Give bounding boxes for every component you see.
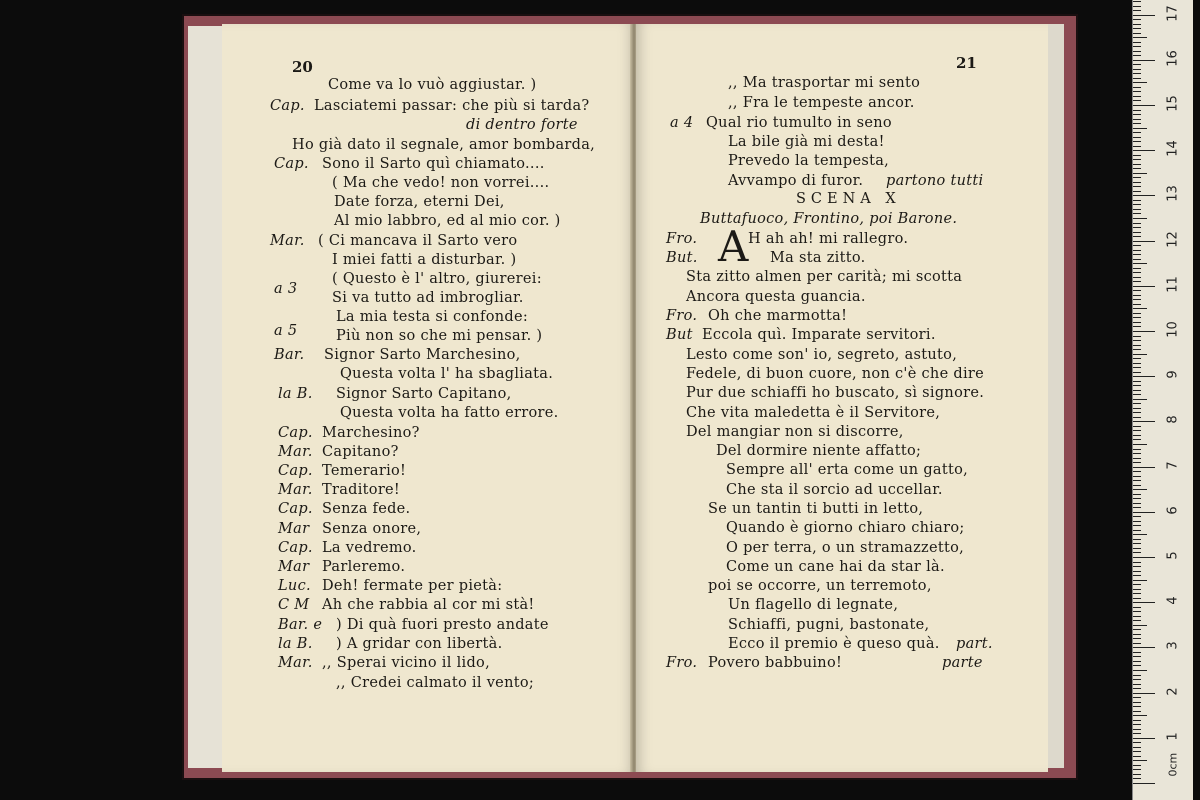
ruler-tick (1133, 55, 1141, 56)
ruler-tick (1133, 186, 1141, 187)
line-text: Che vita maledetta è il Servitore, (686, 405, 941, 421)
scene-characters: Buttafuoco, Frontino, poi Barone. (700, 211, 958, 227)
ruler-tick (1133, 96, 1141, 97)
speaker: Mar. (270, 233, 305, 249)
ruler-tick (1133, 729, 1141, 730)
line-text: Pur due schiaffi ho buscato, sì signore. (686, 385, 985, 401)
ruler-tick (1133, 760, 1147, 761)
ruler-tick (1133, 480, 1141, 481)
ruler-tick (1133, 295, 1141, 296)
line-text: Deh! fermate per pietà: (322, 578, 503, 594)
ruler-tick (1133, 449, 1141, 450)
ruler-tick (1133, 539, 1141, 540)
ruler-tick (1133, 684, 1141, 685)
speaker: Mar (278, 559, 310, 575)
line-text: Oh che marmotta! (708, 308, 848, 324)
speaker: C M (278, 597, 310, 613)
ruler-tick (1133, 349, 1141, 350)
ruler-tick (1133, 711, 1141, 712)
ruler-tick (1133, 675, 1141, 676)
line-text: La mia testa si confonde: (336, 309, 529, 325)
line-text: Senza fede. (322, 501, 411, 517)
line-text: poi se occorre, un terremoto, (708, 578, 932, 594)
line-text: Senza onore, (322, 521, 422, 537)
speaker: Cap. (278, 501, 313, 517)
ruler-tick (1133, 91, 1141, 92)
ruler-tick (1133, 182, 1141, 183)
ruler-tick (1133, 720, 1141, 721)
ruler-tick (1133, 223, 1141, 224)
speaker: Luc. (278, 578, 311, 594)
ruler-tick (1133, 286, 1155, 287)
ruler-tick (1133, 620, 1141, 621)
ruler-tick (1133, 647, 1155, 648)
line-text: Prevedo la tempesta, (728, 153, 890, 169)
ruler-tick (1133, 783, 1155, 784)
ruler-tick (1133, 227, 1141, 228)
ruler-number: 6 (1165, 506, 1181, 515)
right-page-number: 21 (956, 54, 977, 72)
ruler-tick (1133, 263, 1147, 264)
ruler-tick (1133, 123, 1141, 124)
ruler-tick (1133, 548, 1141, 549)
speaker: Bar. (274, 347, 305, 363)
ruler-tick (1133, 290, 1141, 291)
line-text: Date forza, eterni Dei, (334, 194, 505, 210)
ruler-tick (1133, 571, 1141, 572)
ruler-tick (1133, 412, 1141, 413)
ruler-tick (1133, 336, 1141, 337)
book-right-edge (1046, 24, 1064, 768)
line-text: ( Ma che vedo! non vorrei.... (332, 175, 550, 191)
ruler-tick (1133, 417, 1141, 418)
ruler-tick (1133, 557, 1155, 558)
ruler-tick (1133, 299, 1141, 300)
line-text: La vedremo. (322, 540, 417, 556)
ruler-tick (1133, 340, 1141, 341)
ruler-tick (1133, 132, 1141, 133)
ruler-tick (1133, 738, 1155, 739)
ruler-tick (1133, 507, 1141, 508)
left-page (222, 24, 634, 772)
ruler-tick (1133, 155, 1141, 156)
ruler-tick (1133, 87, 1141, 88)
ruler-number: 9 (1165, 370, 1181, 379)
line-text: Al mio labbro, ed al mio cor. ) (334, 213, 561, 229)
line-text: Ho già dato il segnale, amor bombarda, (292, 137, 596, 153)
line-text: Sta zitto almen per carità; mi scotta (686, 269, 963, 285)
ruler-tick (1133, 503, 1141, 504)
speaker: Bar. e (278, 617, 323, 633)
ruler-tick (1133, 245, 1141, 246)
ruler-tick (1133, 552, 1141, 553)
ruler-tick (1133, 399, 1147, 400)
ruler-tick (1133, 33, 1141, 34)
line-text: Avvampo di furor. (728, 173, 864, 189)
book-left-edge (188, 26, 222, 768)
ruler-tick (1133, 1, 1141, 2)
speaker: a 5 (274, 323, 298, 339)
ruler-tick (1133, 467, 1155, 468)
ruler-tick (1133, 476, 1141, 477)
ruler-number: 16 (1165, 50, 1181, 67)
ruler-tick (1133, 213, 1141, 214)
stage-direction: parte (942, 655, 983, 671)
ruler-tick (1133, 250, 1141, 251)
ruler-tick (1133, 756, 1141, 757)
ruler-tick (1133, 313, 1141, 314)
ruler-tick (1133, 42, 1141, 43)
ruler-tick (1133, 254, 1141, 255)
ruler-tick (1133, 277, 1141, 278)
ruler-tick (1133, 444, 1147, 445)
line-text: Signor Sarto Capitano, (336, 386, 512, 402)
ruler-tick (1133, 363, 1141, 364)
ruler-tick (1133, 141, 1141, 142)
ruler-tick (1133, 670, 1147, 671)
line-text: Ah che rabbia al cor mi stà! (322, 597, 535, 613)
ruler-tick (1133, 191, 1141, 192)
line-text: Schiaffi, pugni, bastonate, (728, 617, 930, 633)
ruler-number: 10 (1165, 321, 1181, 338)
ruler-tick (1133, 462, 1141, 463)
ruler-tick (1133, 778, 1141, 779)
ruler-number: 14 (1165, 140, 1181, 157)
ruler-tick (1133, 611, 1141, 612)
ruler-tick (1133, 543, 1141, 544)
measuring-ruler (1132, 0, 1193, 800)
line-text: ,, Credei calmato il vento; (336, 675, 535, 691)
ruler-tick (1133, 164, 1141, 165)
line-text: O per terra, o un stramazzetto, (726, 540, 965, 556)
left-page-number: 20 (292, 58, 313, 76)
ruler-tick (1133, 688, 1141, 689)
ruler-tick (1133, 317, 1141, 318)
ruler-tick (1133, 661, 1141, 662)
ruler-tick (1133, 724, 1141, 725)
stage-direction: di dentro forte (466, 117, 578, 133)
ruler-number: 3 (1165, 641, 1181, 651)
speaker: la B. (278, 636, 313, 652)
line-text: Sempre all' erta come un gatto, (726, 462, 969, 478)
ruler-tick (1133, 322, 1141, 323)
ruler-unit-label: 0cm (1166, 752, 1180, 777)
ruler-tick (1133, 119, 1141, 120)
speaker: a 3 (274, 281, 298, 297)
ruler-tick (1133, 60, 1155, 61)
speaker: Fro. (666, 308, 698, 324)
ruler-tick (1133, 308, 1147, 309)
dropcap: A (718, 222, 749, 271)
ruler-tick (1133, 652, 1141, 653)
ruler-tick (1133, 575, 1141, 576)
ruler-tick (1133, 218, 1147, 219)
ruler-number: 7 (1165, 460, 1181, 470)
line-text: Si va tutto ad imbrogliar. (332, 290, 524, 306)
ruler-tick (1133, 385, 1141, 386)
ruler-tick (1133, 702, 1141, 703)
ruler-tick (1133, 765, 1141, 766)
ruler-tick (1133, 562, 1141, 563)
ruler-tick (1133, 241, 1155, 242)
speaker: la B. (278, 386, 313, 402)
ruler-tick (1133, 105, 1155, 106)
ruler-tick (1133, 100, 1141, 101)
speaker: Fro. (666, 231, 698, 247)
line-text: Ma sta zitto. (770, 250, 866, 266)
ruler-tick (1133, 665, 1141, 666)
ruler-tick (1133, 394, 1141, 395)
ruler-tick (1133, 435, 1141, 436)
line-text: Come un cane hai da star là. (726, 559, 945, 575)
ruler-number: 13 (1165, 185, 1181, 203)
ruler-tick (1133, 516, 1141, 517)
ruler-tick (1133, 6, 1141, 7)
ruler-tick (1133, 625, 1147, 626)
ruler-tick (1133, 426, 1141, 427)
ruler-tick (1133, 259, 1141, 260)
ruler-tick (1133, 512, 1155, 513)
ruler-tick (1133, 679, 1141, 680)
ruler-tick (1133, 195, 1155, 196)
speaker: a 4 (670, 115, 694, 131)
ruler-tick (1133, 268, 1141, 269)
ruler-tick (1133, 69, 1141, 70)
ruler-number: 5 (1165, 551, 1181, 560)
speaker: Mar. (278, 482, 313, 498)
ruler-number: 17 (1165, 4, 1181, 22)
ruler-tick (1133, 566, 1141, 567)
line-text: Ecco il premio è queso quà. (728, 636, 940, 652)
ruler-tick (1133, 638, 1141, 639)
ruler-number: 4 (1165, 596, 1181, 605)
ruler-tick (1133, 715, 1147, 716)
line-text: I miei fatti a disturbar. ) (332, 252, 517, 268)
line-text: ,, Sperai vicino il lido, (322, 655, 490, 671)
ruler-tick (1133, 376, 1155, 377)
ruler-tick (1133, 372, 1141, 373)
line-text: ) A gridar con libertà. (336, 636, 503, 652)
ruler-tick (1133, 629, 1141, 630)
speaker: Mar. (278, 655, 313, 671)
ruler-tick (1133, 580, 1147, 581)
ruler-tick (1133, 769, 1141, 770)
ruler-tick (1133, 525, 1141, 526)
ruler-number: 12 (1165, 230, 1181, 248)
ruler-tick (1133, 471, 1141, 472)
ruler-tick (1133, 584, 1141, 585)
ruler-tick (1133, 209, 1141, 210)
line-text: Del mangiar non si discorre, (686, 424, 904, 440)
ruler-tick (1133, 485, 1141, 486)
line-text: Sono il Sarto quì chiamato.... (322, 156, 545, 172)
speaker: But (666, 327, 693, 343)
line-text: Qual rio tumulto in seno (706, 115, 892, 131)
scene-heading: SCENA X (796, 191, 901, 207)
ruler-tick (1133, 421, 1155, 422)
ruler-tick (1133, 24, 1141, 25)
ruler-tick (1133, 534, 1147, 535)
line-text: ,, Ma trasportar mi sento (728, 75, 921, 91)
ruler-tick (1133, 150, 1155, 151)
ruler-tick (1133, 598, 1141, 599)
ruler-tick (1133, 733, 1141, 734)
ruler-tick (1133, 453, 1141, 454)
ruler-tick (1133, 593, 1141, 594)
line-text: Traditore! (322, 482, 401, 498)
ruler-tick (1133, 589, 1141, 590)
line-text: ) Di quà fuori presto andate (336, 617, 549, 633)
ruler-tick (1133, 232, 1141, 233)
ruler-tick (1133, 114, 1141, 115)
speaker: Cap. (270, 98, 305, 114)
ruler-tick (1133, 634, 1141, 635)
line-text: Parleremo. (322, 559, 406, 575)
ruler-tick (1133, 521, 1141, 522)
ruler-tick (1133, 742, 1141, 743)
ruler-tick (1133, 78, 1141, 79)
ruler-tick (1133, 345, 1141, 346)
ruler-tick (1133, 494, 1141, 495)
ruler-tick (1133, 236, 1141, 237)
right-page (636, 24, 1048, 772)
line-text: Un flagello di legnate, (728, 597, 899, 613)
speaker: Cap. (274, 156, 309, 172)
stage-direction: part. (956, 636, 993, 652)
ruler-tick (1133, 354, 1147, 355)
ruler-number: 8 (1165, 415, 1181, 425)
ruler-tick (1133, 403, 1141, 404)
ruler-tick (1133, 304, 1141, 305)
line-text: Ancora questa guancia. (686, 289, 866, 305)
ruler-tick (1133, 602, 1155, 603)
speaker: Cap. (278, 425, 313, 441)
line-text: ,, Fra le tempeste ancor. (728, 95, 915, 111)
speaker: Fro. (666, 655, 698, 671)
ruler-tick (1133, 747, 1141, 748)
line-text: Fedele, di buon cuore, non c'è che dire (686, 366, 984, 382)
ruler-tick (1133, 200, 1141, 201)
ruler-tick (1133, 530, 1141, 531)
ruler-tick (1133, 73, 1141, 74)
ruler-tick (1133, 173, 1147, 174)
ruler-tick (1133, 616, 1141, 617)
speaker: Mar (278, 521, 310, 537)
line-text: Lasciatemi passar: che più si tarda? (314, 98, 590, 114)
ruler-number: 2 (1165, 686, 1181, 696)
line-text: Capitano? (322, 444, 399, 460)
line-text: Questa volta l' ha sbagliata. (340, 366, 554, 382)
line-text: H ah ah! mi rallegro. (748, 231, 909, 247)
ruler-tick (1133, 159, 1141, 160)
line-text: Come va lo vuò aggiustar. ) (328, 77, 537, 93)
ruler-tick (1133, 64, 1141, 65)
ruler-tick (1133, 331, 1155, 332)
ruler-tick (1133, 498, 1141, 499)
ruler-tick (1133, 774, 1141, 775)
ruler-tick (1133, 439, 1141, 440)
ruler-tick (1133, 46, 1141, 47)
line-text: La bile già mi desta! (728, 134, 885, 150)
ruler-tick (1133, 706, 1141, 707)
line-text: Più non so che mi pensar. ) (336, 328, 543, 344)
ruler-tick (1133, 390, 1141, 391)
speaker: Mar. (278, 444, 313, 460)
ruler-tick (1133, 367, 1141, 368)
ruler-tick (1133, 693, 1155, 694)
ruler-tick (1133, 19, 1141, 20)
line-text: Quando è giorno chiaro chiaro; (726, 520, 965, 536)
ruler-tick (1133, 168, 1141, 169)
ruler-number: 1 (1165, 732, 1181, 741)
line-text: Temerario! (322, 463, 407, 479)
ruler-tick (1133, 10, 1141, 11)
line-text: Del dormire niente affatto; (716, 443, 922, 459)
ruler-tick (1133, 489, 1147, 490)
ruler-tick (1133, 656, 1141, 657)
line-text: Lesto come son' io, segreto, astuto, (686, 347, 958, 363)
ruler-tick (1133, 37, 1147, 38)
ruler-tick (1133, 51, 1141, 52)
ruler-tick (1133, 177, 1141, 178)
speaker: But. (666, 250, 698, 266)
ruler-tick (1133, 128, 1147, 129)
line-text: Che sta il sorcio ad uccellar. (726, 482, 943, 498)
ruler-tick (1133, 137, 1141, 138)
ruler-tick (1133, 326, 1141, 327)
speaker: Cap. (278, 463, 313, 479)
ruler-tick (1133, 697, 1141, 698)
ruler-tick (1133, 358, 1141, 359)
line-text: ( Ci mancava il Sarto vero (318, 233, 518, 249)
ruler-tick (1133, 272, 1141, 273)
ruler-tick (1133, 204, 1141, 205)
ruler-tick (1133, 28, 1141, 29)
ruler-tick (1133, 110, 1141, 111)
ruler-tick (1133, 281, 1141, 282)
ruler-tick (1133, 15, 1155, 16)
speaker: Cap. (278, 540, 313, 556)
stage-direction: partono tutti (886, 173, 984, 189)
ruler-tick (1133, 643, 1141, 644)
line-text: Eccola quì. Imparate servitori. (702, 327, 936, 343)
line-text: Se un tantin ti butti in letto, (708, 501, 924, 517)
line-text: Signor Sarto Marchesino, (324, 347, 521, 363)
ruler-tick (1133, 408, 1141, 409)
ruler-number: 11 (1165, 276, 1181, 293)
ruler-tick (1133, 381, 1141, 382)
line-text: Povero babbuino! (708, 655, 843, 671)
ruler-tick (1133, 146, 1141, 147)
ruler-tick (1133, 458, 1141, 459)
ruler-number: 15 (1165, 95, 1181, 112)
line-text: Marchesino? (322, 425, 420, 441)
line-text: Questa volta ha fatto errore. (340, 405, 559, 421)
ruler-tick (1133, 82, 1147, 83)
ruler-tick (1133, 607, 1141, 608)
ruler-tick (1133, 430, 1141, 431)
ruler-tick (1133, 751, 1141, 752)
line-text: ( Questo è l' altro, giurerei: (332, 271, 542, 287)
